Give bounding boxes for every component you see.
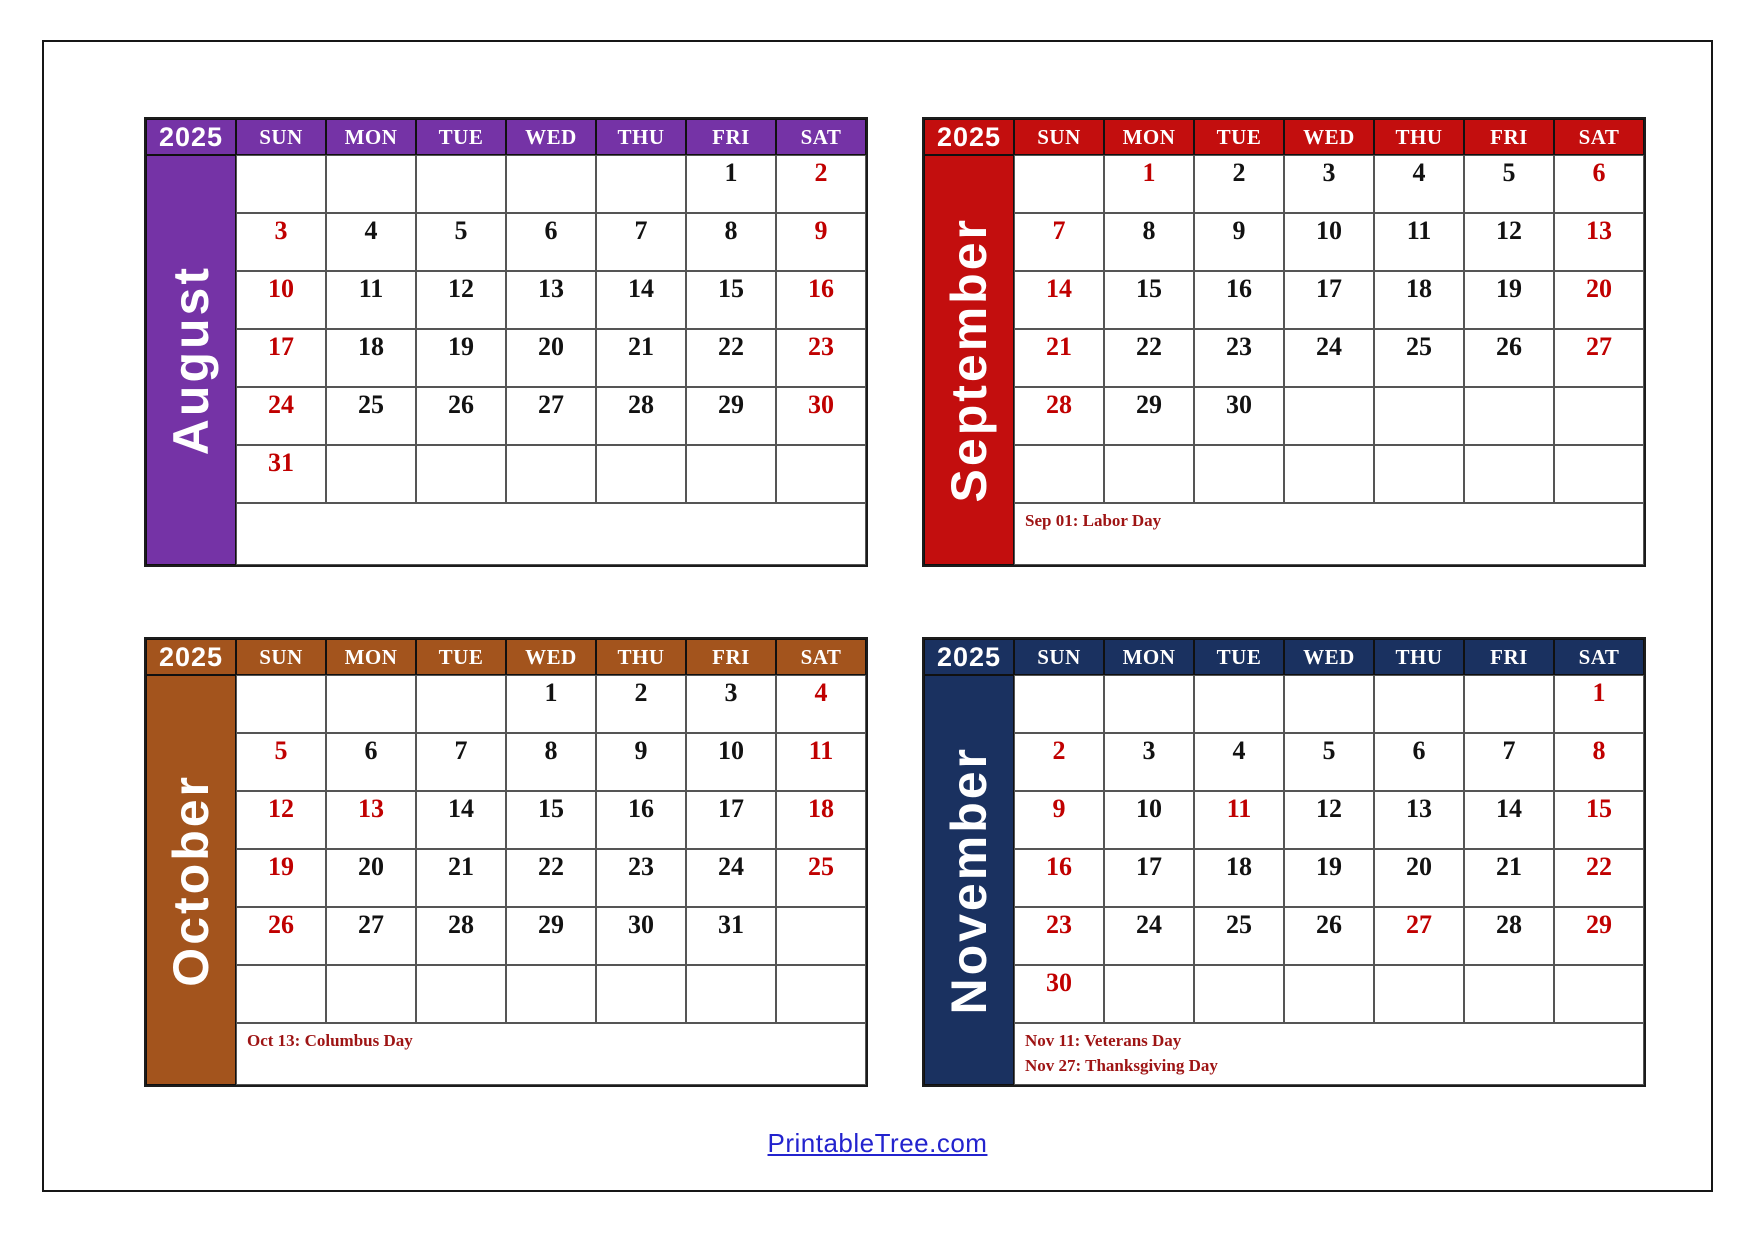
date-cell-november-1: 1 [1554,675,1644,733]
date-cell-empty [1554,965,1644,1023]
date-cell-september-13: 13 [1554,213,1644,271]
date-cell-september-2: 2 [1194,155,1284,213]
year-label-october: 2025 [146,639,236,675]
date-cell-august-16: 16 [776,271,866,329]
date-cell-empty [776,907,866,965]
date-cell-september-26: 26 [1464,329,1554,387]
date-cell-august-19: 19 [416,329,506,387]
date-cell-november-24: 24 [1104,907,1194,965]
weekday-header-fri: FRI [686,119,776,155]
date-cell-empty [1284,965,1374,1023]
date-cell-september-10: 10 [1284,213,1374,271]
month-sidebar-august [146,155,236,565]
date-cell-empty [596,155,686,213]
date-cell-august-8: 8 [686,213,776,271]
date-cell-september-12: 12 [1464,213,1554,271]
date-cell-august-22: 22 [686,329,776,387]
date-cell-empty [326,445,416,503]
date-cell-august-31: 31 [236,445,326,503]
month-name-label: October [163,773,219,987]
weekday-header-tue: TUE [416,119,506,155]
date-cell-empty [506,445,596,503]
date-cell-empty [596,445,686,503]
date-cell-empty [1014,445,1104,503]
weekday-header-tue: TUE [1194,119,1284,155]
date-cell-september-3: 3 [1284,155,1374,213]
date-cell-october-29: 29 [506,907,596,965]
date-cell-october-12: 12 [236,791,326,849]
weekday-header-wed: WED [1284,119,1374,155]
date-cell-august-23: 23 [776,329,866,387]
date-cell-november-30: 30 [1014,965,1104,1023]
date-cell-september-29: 29 [1104,387,1194,445]
date-cell-empty [686,445,776,503]
month-name-label: September [941,217,997,503]
date-cell-october-21: 21 [416,849,506,907]
holiday-notes-september [1014,503,1644,565]
date-cell-november-3: 3 [1104,733,1194,791]
date-cell-august-7: 7 [596,213,686,271]
footer [0,1128,1755,1159]
date-cell-august-2: 2 [776,155,866,213]
weekday-header-mon: MON [1104,639,1194,675]
date-cell-october-22: 22 [506,849,596,907]
date-cell-september-7: 7 [1014,213,1104,271]
date-cell-august-17: 17 [236,329,326,387]
date-cell-august-20: 20 [506,329,596,387]
holiday-notes-october [236,1023,866,1085]
date-cell-august-4: 4 [326,213,416,271]
date-cell-october-14: 14 [416,791,506,849]
date-cell-empty [1374,675,1464,733]
date-cell-empty [236,965,326,1023]
date-cell-november-23: 23 [1014,907,1104,965]
date-cell-november-27: 27 [1374,907,1464,965]
date-cell-november-21: 21 [1464,849,1554,907]
date-cell-september-23: 23 [1194,329,1284,387]
date-cell-august-10: 10 [236,271,326,329]
date-cell-october-26: 26 [236,907,326,965]
date-cell-october-3: 3 [686,675,776,733]
date-cell-empty [686,965,776,1023]
date-cell-august-18: 18 [326,329,416,387]
date-cell-empty [1194,965,1284,1023]
year-label-november: 2025 [924,639,1014,675]
month-name-label: November [941,745,997,1015]
date-cell-empty [1194,445,1284,503]
date-cell-empty [1374,965,1464,1023]
date-cell-october-15: 15 [506,791,596,849]
weekday-header-fri: FRI [686,639,776,675]
weekday-header-thu: THU [596,639,686,675]
date-cell-empty [236,155,326,213]
date-cell-september-8: 8 [1104,213,1194,271]
date-cell-october-24: 24 [686,849,776,907]
date-cell-september-22: 22 [1104,329,1194,387]
date-cell-october-1: 1 [506,675,596,733]
date-cell-september-5: 5 [1464,155,1554,213]
date-cell-august-29: 29 [686,387,776,445]
weekday-header-sat: SAT [1554,119,1644,155]
weekday-header-wed: WED [506,119,596,155]
date-cell-empty [1374,387,1464,445]
holiday-notes-november [1014,1023,1644,1085]
date-cell-october-4: 4 [776,675,866,733]
date-cell-october-19: 19 [236,849,326,907]
weekday-header-fri: FRI [1464,639,1554,675]
date-cell-empty [416,155,506,213]
weekday-header-sun: SUN [1014,639,1104,675]
holiday-notes-august [236,503,866,565]
date-cell-september-21: 21 [1014,329,1104,387]
weekday-header-sun: SUN [236,639,326,675]
date-cell-october-8: 8 [506,733,596,791]
date-cell-october-27: 27 [326,907,416,965]
date-cell-empty [1554,445,1644,503]
date-cell-august-21: 21 [596,329,686,387]
date-cell-october-16: 16 [596,791,686,849]
date-cell-november-16: 16 [1014,849,1104,907]
date-cell-empty [1464,965,1554,1023]
date-cell-november-12: 12 [1284,791,1374,849]
month-sidebar-september [924,155,1014,565]
weekday-header-thu: THU [1374,119,1464,155]
date-cell-august-3: 3 [236,213,326,271]
date-cell-october-5: 5 [236,733,326,791]
date-cell-september-14: 14 [1014,271,1104,329]
date-cell-september-18: 18 [1374,271,1464,329]
weekday-header-mon: MON [326,639,416,675]
date-cell-september-28: 28 [1014,387,1104,445]
date-cell-empty [326,155,416,213]
date-cell-august-27: 27 [506,387,596,445]
date-cell-october-30: 30 [596,907,686,965]
weekday-header-wed: WED [1284,639,1374,675]
date-cell-august-12: 12 [416,271,506,329]
date-cell-october-20: 20 [326,849,416,907]
date-cell-september-24: 24 [1284,329,1374,387]
holiday-note: Nov 27: Thanksgiving Day [1025,1055,1218,1075]
weekday-header-thu: THU [596,119,686,155]
date-cell-empty [1464,387,1554,445]
date-cell-november-14: 14 [1464,791,1554,849]
date-cell-november-2: 2 [1014,733,1104,791]
date-cell-empty [506,965,596,1023]
date-cell-november-5: 5 [1284,733,1374,791]
date-cell-empty [416,965,506,1023]
date-cell-november-15: 15 [1554,791,1644,849]
date-cell-empty [1104,675,1194,733]
month-sidebar-october [146,675,236,1085]
date-cell-august-28: 28 [596,387,686,445]
date-cell-august-25: 25 [326,387,416,445]
date-cell-empty [1194,675,1284,733]
date-cell-empty [1284,445,1374,503]
date-cell-empty [1104,965,1194,1023]
date-cell-empty [1464,445,1554,503]
date-cell-november-10: 10 [1104,791,1194,849]
date-cell-october-25: 25 [776,849,866,907]
date-cell-october-6: 6 [326,733,416,791]
date-cell-empty [776,445,866,503]
date-cell-august-5: 5 [416,213,506,271]
date-cell-october-17: 17 [686,791,776,849]
date-cell-november-26: 26 [1284,907,1374,965]
date-cell-november-7: 7 [1464,733,1554,791]
date-cell-november-6: 6 [1374,733,1464,791]
date-cell-october-2: 2 [596,675,686,733]
weekday-header-sat: SAT [776,119,866,155]
date-cell-november-17: 17 [1104,849,1194,907]
date-cell-september-20: 20 [1554,271,1644,329]
date-cell-august-9: 9 [776,213,866,271]
date-cell-september-4: 4 [1374,155,1464,213]
date-cell-empty [416,445,506,503]
date-cell-november-18: 18 [1194,849,1284,907]
weekday-header-tue: TUE [416,639,506,675]
date-cell-empty [506,155,596,213]
date-cell-empty [326,675,416,733]
date-cell-september-9: 9 [1194,213,1284,271]
year-label-september: 2025 [924,119,1014,155]
date-cell-november-28: 28 [1464,907,1554,965]
weekday-header-fri: FRI [1464,119,1554,155]
date-cell-september-19: 19 [1464,271,1554,329]
date-cell-september-27: 27 [1554,329,1644,387]
month-calendar-november [922,637,1646,1087]
date-cell-october-28: 28 [416,907,506,965]
date-cell-october-13: 13 [326,791,416,849]
date-cell-november-11: 11 [1194,791,1284,849]
date-cell-september-30: 30 [1194,387,1284,445]
weekday-header-tue: TUE [1194,639,1284,675]
weekday-header-thu: THU [1374,639,1464,675]
year-label-august: 2025 [146,119,236,155]
date-cell-november-13: 13 [1374,791,1464,849]
date-cell-empty [596,965,686,1023]
weekday-header-sat: SAT [1554,639,1644,675]
weekday-header-sun: SUN [236,119,326,155]
date-cell-august-1: 1 [686,155,776,213]
date-cell-november-29: 29 [1554,907,1644,965]
date-cell-november-9: 9 [1014,791,1104,849]
date-cell-november-20: 20 [1374,849,1464,907]
date-cell-october-18: 18 [776,791,866,849]
weekday-header-sun: SUN [1014,119,1104,155]
date-cell-september-25: 25 [1374,329,1464,387]
date-cell-august-14: 14 [596,271,686,329]
month-calendar-september [922,117,1646,567]
date-cell-empty [1014,155,1104,213]
month-name-label: August [163,264,219,456]
date-cell-empty [1554,387,1644,445]
holiday-note: Sep 01: Labor Day [1025,511,1162,530]
month-calendar-october [144,637,868,1087]
date-cell-october-7: 7 [416,733,506,791]
date-cell-empty [1284,387,1374,445]
date-cell-november-22: 22 [1554,849,1644,907]
weekday-header-sat: SAT [776,639,866,675]
weekday-header-wed: WED [506,639,596,675]
month-calendar-august [144,117,868,567]
date-cell-august-15: 15 [686,271,776,329]
date-cell-empty [1464,675,1554,733]
site-link[interactable]: PrintableTree.com [767,1128,988,1158]
date-cell-august-26: 26 [416,387,506,445]
date-cell-empty [236,675,326,733]
date-cell-september-11: 11 [1374,213,1464,271]
date-cell-empty [1284,675,1374,733]
date-cell-october-31: 31 [686,907,776,965]
month-sidebar-november [924,675,1014,1085]
date-cell-november-4: 4 [1194,733,1284,791]
date-cell-october-9: 9 [596,733,686,791]
date-cell-empty [1014,675,1104,733]
date-cell-september-6: 6 [1554,155,1644,213]
date-cell-empty [326,965,416,1023]
date-cell-empty [416,675,506,733]
date-cell-october-11: 11 [776,733,866,791]
date-cell-empty [1104,445,1194,503]
date-cell-august-30: 30 [776,387,866,445]
date-cell-october-10: 10 [686,733,776,791]
date-cell-empty [776,965,866,1023]
date-cell-september-16: 16 [1194,271,1284,329]
weekday-header-mon: MON [1104,119,1194,155]
date-cell-november-19: 19 [1284,849,1374,907]
date-cell-october-23: 23 [596,849,686,907]
holiday-note: Nov 11: Veterans Day [1025,1031,1182,1050]
date-cell-august-13: 13 [506,271,596,329]
date-cell-september-15: 15 [1104,271,1194,329]
date-cell-august-11: 11 [326,271,416,329]
date-cell-august-24: 24 [236,387,326,445]
date-cell-september-17: 17 [1284,271,1374,329]
holiday-note: Oct 13: Columbus Day [247,1031,413,1050]
date-cell-empty [1374,445,1464,503]
date-cell-august-6: 6 [506,213,596,271]
date-cell-november-8: 8 [1554,733,1644,791]
weekday-header-mon: MON [326,119,416,155]
date-cell-september-1: 1 [1104,155,1194,213]
date-cell-november-25: 25 [1194,907,1284,965]
